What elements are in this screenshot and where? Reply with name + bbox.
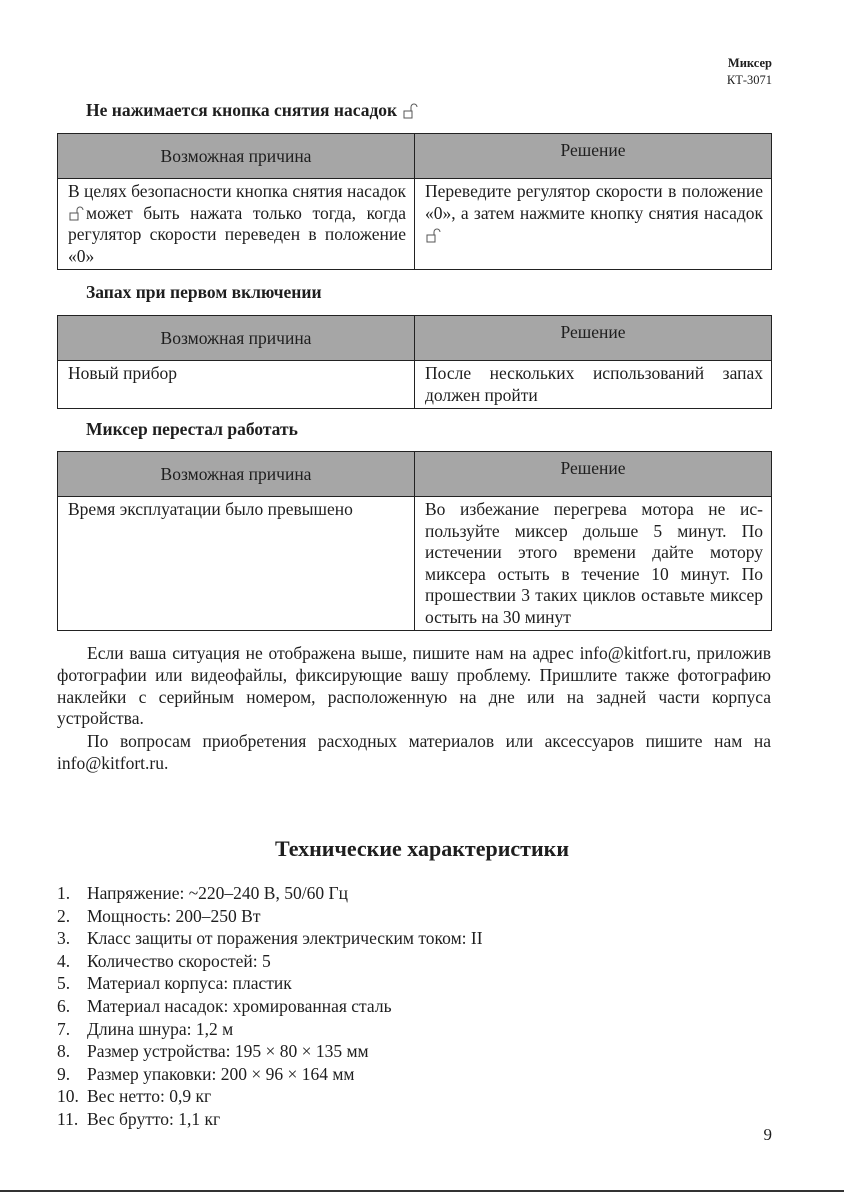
col-header-cause: Возможная причина xyxy=(58,134,415,179)
spec-number: 1. xyxy=(57,883,71,903)
spec-item xyxy=(57,1085,483,1108)
spec-item xyxy=(57,1063,483,1086)
spec-item xyxy=(57,972,483,995)
spec-item xyxy=(57,995,483,1018)
section-title-text: Не нажимается кнопка снятия насадок xyxy=(86,100,398,120)
troubleshoot-table-smell xyxy=(57,315,772,409)
spec-number: 2. xyxy=(57,905,71,926)
spec-item xyxy=(57,905,483,928)
spec-text: Размер устройства: 195 × 80 × 135 мм xyxy=(87,1041,369,1062)
header-product: Миксер xyxy=(727,56,772,70)
col-header-cause: Возможная причина xyxy=(58,452,415,497)
spec-number: 7. xyxy=(57,1018,71,1039)
document-header xyxy=(727,55,772,89)
section-title-release-button xyxy=(86,100,420,121)
spec-number: 6. xyxy=(57,995,71,1016)
purchase-paragraph xyxy=(57,731,771,775)
solution-cell: После нескольких использований запах должен пройти xyxy=(415,361,772,409)
spec-item xyxy=(57,927,483,950)
spec-text: Длина шнура: 1,2 м xyxy=(87,1018,234,1039)
spec-number: 5. xyxy=(57,973,71,994)
cause-cell: Новый прибор xyxy=(58,361,415,409)
spec-text: Мощность: 200–250 Вт xyxy=(87,905,261,926)
spec-text: Количество скоростей: 5 xyxy=(87,950,271,971)
spec-number: 8. xyxy=(57,1041,71,1062)
spec-text: Вес брутто: 1,1 кг xyxy=(87,1108,221,1129)
col-header-solution: Решение xyxy=(415,316,772,361)
spec-text: Напряжение: ~220–240 В, 50/60 Гц xyxy=(87,883,348,903)
cause-text-part2: может быть нажата только тогда, когда регулятор скорости переведен в положение «0» xyxy=(68,202,406,266)
solution-cell xyxy=(415,179,772,270)
cause-text-part1: В целях безопасности кнопка снятия насадок xyxy=(68,181,406,201)
cause-cell xyxy=(58,179,415,270)
spec-number: 10. xyxy=(57,1086,79,1107)
spec-text: Класс защиты от поражения электрическим током: II xyxy=(87,928,483,949)
spec-item xyxy=(57,1108,483,1131)
contact-text: Если ваша ситуация не отображена выше, пишите нам на адрес info@kitfort.ru, приложив фотографии или видеофайлы, фиксирующие вашу проблему. Пришлите также фотографию наклейки с серийным номером, расположенную на дне или на задней части корпуса устройства. xyxy=(57,643,771,729)
solution-text: Переведите регулятор скорости в положение «0», а затем нажмите кнопку снятия насадок xyxy=(425,181,763,223)
spec-number: 3. xyxy=(57,928,71,949)
troubleshoot-table-stopped xyxy=(57,451,772,631)
bottom-rule xyxy=(0,1190,844,1192)
cause-cell: Время эксплуатации было превышено xyxy=(58,497,415,631)
page-number: 9 xyxy=(763,1125,772,1144)
tech-specs-title: Технические характеристики xyxy=(274,836,570,861)
spec-text: Вес нетто: 0,9 кг xyxy=(87,1086,212,1107)
contact-paragraph xyxy=(57,643,771,730)
spec-item xyxy=(57,950,483,973)
tech-specs-list xyxy=(57,882,483,1131)
spec-number: 11. xyxy=(57,1108,79,1129)
solution-cell: Во избежание перегрева мотора не используйте миксер дольше 5 минут. По истечении этого времени дайте мотору миксера остыть в течение 10 минут. По прошествии 3 таких циклов оставьте миксер остыть на 30 минут xyxy=(415,497,772,631)
col-header-solution: Решение xyxy=(415,452,772,497)
col-header-cause: Возможная причина xyxy=(58,316,415,361)
spec-text: Материал корпуса: пластик xyxy=(87,973,292,994)
section-title-stopped: Миксер перестал работать xyxy=(86,419,298,439)
spec-text: Материал насадок: хромированная сталь xyxy=(87,995,392,1016)
unlock-icon xyxy=(68,206,86,222)
section-title-smell: Запах при первом включении xyxy=(86,282,322,302)
spec-number: 4. xyxy=(57,950,71,971)
spec-number: 9. xyxy=(57,1063,71,1084)
spec-item xyxy=(57,1040,483,1063)
purchase-text: По вопросам приобретения расходных материалов или аксессуаров пишите нам на info@kitfort.ru. xyxy=(57,731,771,773)
unlock-icon xyxy=(402,103,420,121)
spec-text: Размер упаковки: 200 × 96 × 164 мм xyxy=(87,1063,355,1084)
col-header-solution: Решение xyxy=(415,134,772,179)
troubleshoot-table-release-button xyxy=(57,133,772,270)
header-model: КТ-3071 xyxy=(726,73,772,87)
spec-item xyxy=(57,882,483,905)
spec-item xyxy=(57,1018,483,1041)
unlock-icon xyxy=(425,228,443,244)
